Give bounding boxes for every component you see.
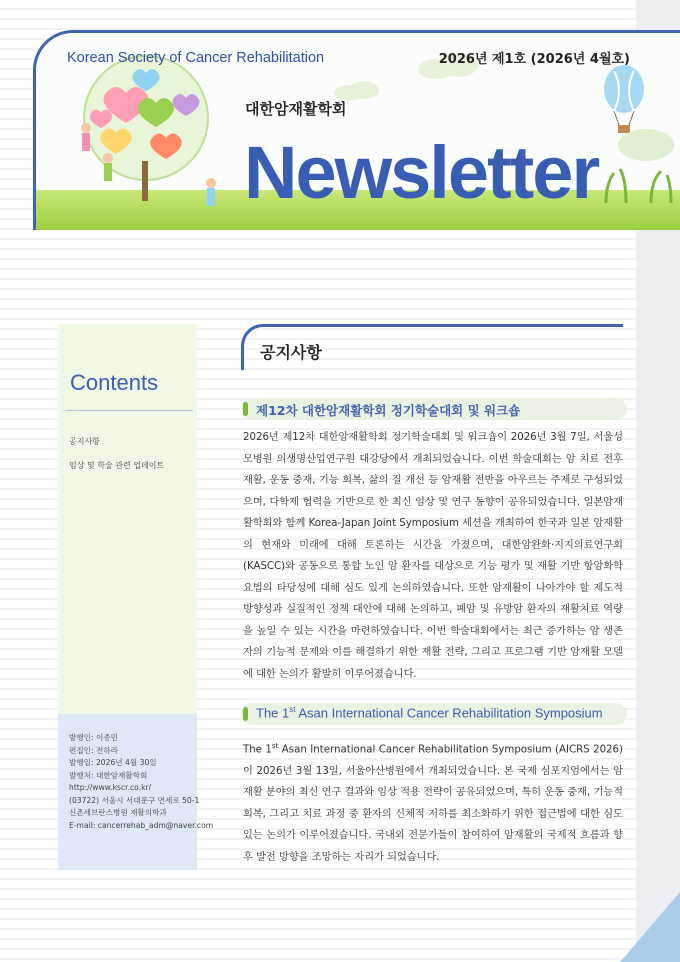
article-2-title-prefix: The 1 (256, 705, 290, 721)
editor: 편집인: 전하라 (69, 745, 118, 755)
corner-fold-decoration (620, 892, 680, 962)
department: 신촌세브란스병원 재활의학과 (69, 808, 167, 817)
section-title: 공지사항 (260, 343, 322, 362)
article-2-body (243, 736, 623, 868)
publication-info (69, 732, 213, 832)
issue-info: 2026년 제1호 (2026년 4월호) (438, 52, 630, 67)
issuer: 발행처: 대한암재활학회 (69, 770, 148, 780)
article-2-body-rest: Asan International Cancer Rehabilitation Symposium (AICRS 2026)이 2026년 3월 13일, 서울아산병원에서 개최되었습니다. 본 국제 심포지엄에서는 암재활 분야의 최신 연구 결과와 임상 적용 전략이 공유되었으며, 특히 운동 중재, 기능적 회복, 그리고 치료 과정 중 환자의 신체적 저하를 최소화하기 위한 접근법에 대한 심도 있는 논의가 이루어졌습니다. 국내외 전문가들이 참여하여 암재활의 국제적 흐름과 향후 발전 방향을 조망하는 자리가 되었습니다. (243, 744, 624, 863)
contents-heading: Contents (70, 370, 159, 395)
address: (03722) 서울시 서대문구 연세로 50-1 (69, 795, 200, 805)
heart-tree-illustration (46, 43, 236, 223)
cloud-icon (616, 123, 680, 163)
org-korean-name: 대한암재활학회 (245, 100, 347, 118)
newsletter-title: Newsletter (244, 131, 599, 214)
toc-item-notices[interactable]: 공지사항 (69, 437, 100, 446)
article-2-body-prefix: The 1 (243, 744, 272, 756)
article-2-body-sup: st (271, 742, 279, 750)
org-english-name: Korean Society of Cancer Rehabilitation (67, 50, 325, 66)
website-link[interactable]: http://www.kscr.co.kr/ (69, 783, 152, 792)
article-bullet (243, 707, 248, 721)
article-2-title-rest: Asan International Cancer Rehabilitation Symposium (295, 705, 603, 721)
article-bullet (243, 402, 248, 416)
email-link[interactable]: E-mail: cancerrehab_adm@naver.com (69, 820, 214, 830)
article-1-body: 2026년 제12차 대한암재활학회 정기학술대회 및 워크숍이 2026년 3월 7일, 서울성모병원 의생명산업연구원 대강당에서 개최되었습니다. 이번 학술대회는 암 치료 전후 재활, 운동 중재, 기능 회복, 삶의 질 개선 등 암재활 전반을 아우르는 주제로 구성되었으며, 다학제 협력을 기반으로 한 최신 임상 및 연구 동향이 공유되었습니다. 일본암재활학회와 함께 Korea-Japan Joint Symposium 세션을 개최하여 한국과 일본 암재활의 현재와 미래에 대해 토론하는 시간을 가졌으며, 대한암완화·지지의료연구회 (KASCC)와 공동으로 통합 노인 암 환자를 대상으로 기능 평가 및 재활 기반 항암화학요법의 타당성에 대해 심도 있게 논의하였습니다. 또한 암재활이 나아가야 할 제도적 방향성과 실질적인 정책 대안에 대해 논의하고, 폐암 및 유방암 환자의 재활치료 역량을 높일 수 있는 시간을 마련하였습니다. 이번 학술대회에서는 최근 증가하는 암 생존자의 기능적 문제와 이를 해결하기 위한 재활 전략, 그리고 프로그램 기반 암재활 모델에 대한 논의가 활발히 이루어졌습니다. (243, 432, 623, 680)
plant-sprouts (596, 163, 680, 203)
contents-divider (66, 410, 193, 411)
article-1-title: 제12차 대한암재활학회 정기학술대회 및 워크숍 (256, 403, 521, 418)
article-2-title (256, 705, 603, 720)
publisher: 발행인: 이종민 (69, 733, 118, 742)
article-2-title-sup: st (289, 705, 296, 714)
toc-item-clinical-updates[interactable]: 임상 및 학술 관련 업데이트 (69, 461, 165, 470)
publish-date: 발행일: 2026년 4월 30일 (69, 758, 157, 767)
